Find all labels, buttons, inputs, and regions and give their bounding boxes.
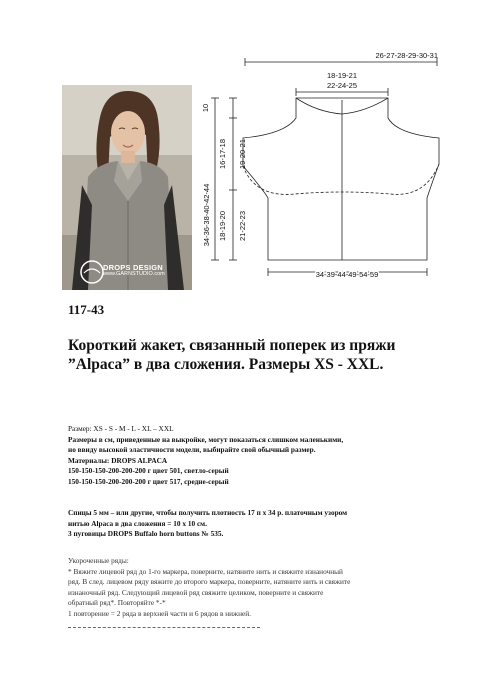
brand-site: www.GARNSTUDIO.com bbox=[103, 270, 165, 277]
pattern-title: Короткий жакет, связанный поперек из пряжи ”Alpaca” в два сложения. Размеры XS - XXL. bbox=[68, 337, 396, 373]
brand-label bbox=[103, 264, 193, 278]
body-height-label-2: 21-22-23 bbox=[238, 210, 247, 242]
needles-line-3: 3 пуговицы DROPS Buffalo horn buttons № 535. bbox=[68, 529, 224, 539]
yarn-line-2: 150-150-150-200-200-200 г цвет 517, средне-серый bbox=[68, 476, 229, 486]
sizes-note-2: но ввиду высокой эластичности модели, выбирайте свой обычный размер. bbox=[68, 445, 316, 455]
needles-line-2: нитью Alpaca в два сложения = 10 х 10 см. bbox=[68, 518, 207, 528]
short-rows-block bbox=[68, 556, 428, 620]
short-rows-line: 1 повторение = 2 ряда в верхней части и 6 рядов в нижней. bbox=[68, 608, 251, 618]
sleeve-height-label-1: 16-17-18 bbox=[218, 138, 227, 170]
needles-line-1: Спицы 5 мм – или другие, чтобы получить плотность 17 п х 34 р. платочным узором bbox=[68, 508, 348, 517]
brand-name: DROPS DESIGN bbox=[103, 263, 163, 272]
yarn-line-1: 150-150-150-200-200-200 г цвет 501, светло-серый bbox=[68, 466, 229, 476]
short-rows-line: изнаночный ряд. Следующий лицевой ряд свяжите целиком, поверните и свяжите bbox=[68, 587, 324, 597]
short-rows-line: ряд. В след. лицевом ряду вяжите до второго маркера, поверните, натяните нить и свяжите bbox=[68, 577, 351, 587]
sleeve-height-label-2: 19-20-21 bbox=[238, 138, 247, 170]
sizes-line: Размер: XS - S - M - L - XL – XXL bbox=[68, 424, 174, 433]
short-rows-heading: Укороченные ряды: bbox=[68, 556, 129, 565]
needles-block bbox=[68, 508, 428, 540]
sizes-block bbox=[68, 424, 428, 488]
short-rows-line: * Вяжите лицевой ряд до 1-го маркера, поверните, натяните нить и свяжите изнаночный bbox=[68, 566, 343, 576]
collar-height-label: 10 bbox=[201, 103, 210, 113]
sizes-note-1: Размеры в см, приведенные на выкройке, могут показаться слишком маленькими, bbox=[68, 434, 344, 444]
neck-width-label-2: 22-24-25 bbox=[326, 81, 358, 90]
body-height-label-1: 18-19-20 bbox=[218, 210, 227, 242]
bottom-width-label: 34-39-44-49-54-59 bbox=[315, 270, 379, 279]
dashed-divider bbox=[68, 627, 260, 628]
pattern-code: 117-43 bbox=[68, 302, 105, 317]
materials-label: Материалы: DROPS ALPACA bbox=[68, 455, 168, 465]
short-rows-line: обратный ряд*. Повторяйте *-* bbox=[68, 598, 166, 608]
product-photo bbox=[62, 85, 192, 290]
pattern-schematic bbox=[195, 40, 455, 290]
top-width-label: 26-27-28-29-30-31 bbox=[375, 51, 438, 60]
neck-width-label-1: 18-19-21 bbox=[326, 71, 358, 80]
total-height-label: 34-36-38-40-42-44 bbox=[202, 183, 211, 247]
